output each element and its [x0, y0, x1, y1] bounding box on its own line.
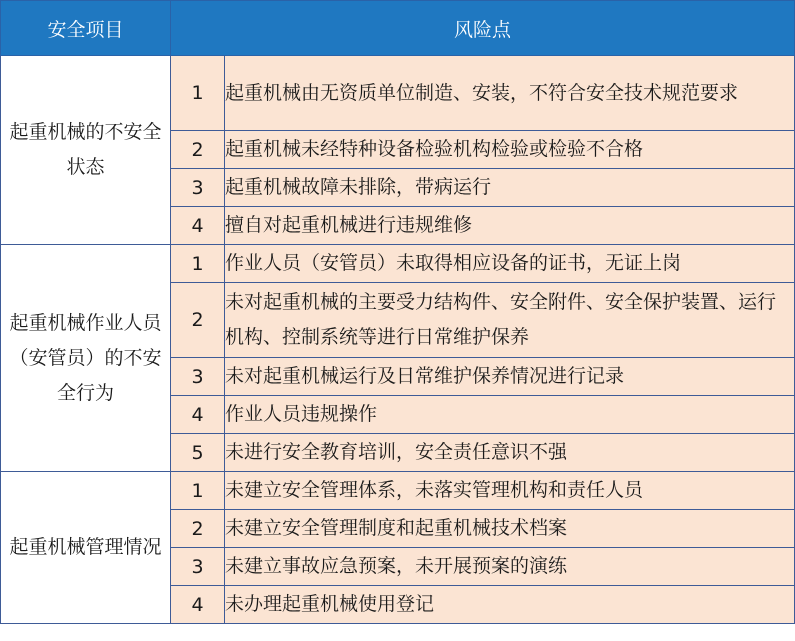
item-number: 4: [171, 207, 225, 245]
risk-description: 未建立事故应急预案，未开展预案的演练: [225, 548, 795, 586]
item-number: 3: [171, 548, 225, 586]
risk-description: 作业人员违规操作: [225, 396, 795, 434]
item-number: 3: [171, 358, 225, 396]
item-number: 1: [171, 245, 225, 283]
category-cell: [1, 245, 171, 472]
header-safety-item: 安全项目: [1, 1, 171, 56]
item-number: 5: [171, 434, 225, 472]
risk-description: 未对起重机械的主要受力结构件、安全附件、安全保护装置、运行机构、控制系统等进行日常维护保养: [225, 283, 795, 358]
table-row: [1, 245, 795, 283]
item-number: 4: [171, 586, 225, 624]
risk-description: 起重机械故障未排除，带病运行: [225, 169, 795, 207]
table-row: [1, 56, 795, 131]
risk-description: 未对起重机械运行及日常维护保养情况进行记录: [225, 358, 795, 396]
risk-description: 起重机械未经特种设备检验机构检验或检验不合格: [225, 131, 795, 169]
risk-description: 未建立安全管理体系，未落实管理机构和责任人员: [225, 472, 795, 510]
risk-description: 作业人员（安管员）未取得相应设备的证书，无证上岗: [225, 245, 795, 283]
category-label: 起重机械作业人员（安管员）的不安全行为: [9, 311, 162, 404]
risk-description: 未建立安全管理制度和起重机械技术档案: [225, 510, 795, 548]
item-number: 3: [171, 169, 225, 207]
risk-description: 未进行安全教育培训，安全责任意识不强: [225, 434, 795, 472]
category-cell: [1, 56, 171, 245]
item-number: 1: [171, 472, 225, 510]
header-risk-point: 风险点: [171, 1, 795, 56]
category-cell: [1, 472, 171, 624]
table-row: [1, 472, 795, 510]
item-number: 2: [171, 131, 225, 169]
item-number: 2: [171, 510, 225, 548]
item-number: 2: [171, 283, 225, 358]
item-number: 4: [171, 396, 225, 434]
category-label: 起重机械的不安全状态: [9, 121, 162, 178]
item-number: 1: [171, 56, 225, 131]
risk-description: 擅自对起重机械进行违规维修: [225, 207, 795, 245]
category-label: 起重机械管理情况: [9, 536, 162, 558]
risk-description: 起重机械由无资质单位制造、安装，不符合安全技术规范要求: [225, 56, 795, 131]
risk-description: 未办理起重机械使用登记: [225, 586, 795, 624]
table-header-row: [1, 1, 795, 56]
